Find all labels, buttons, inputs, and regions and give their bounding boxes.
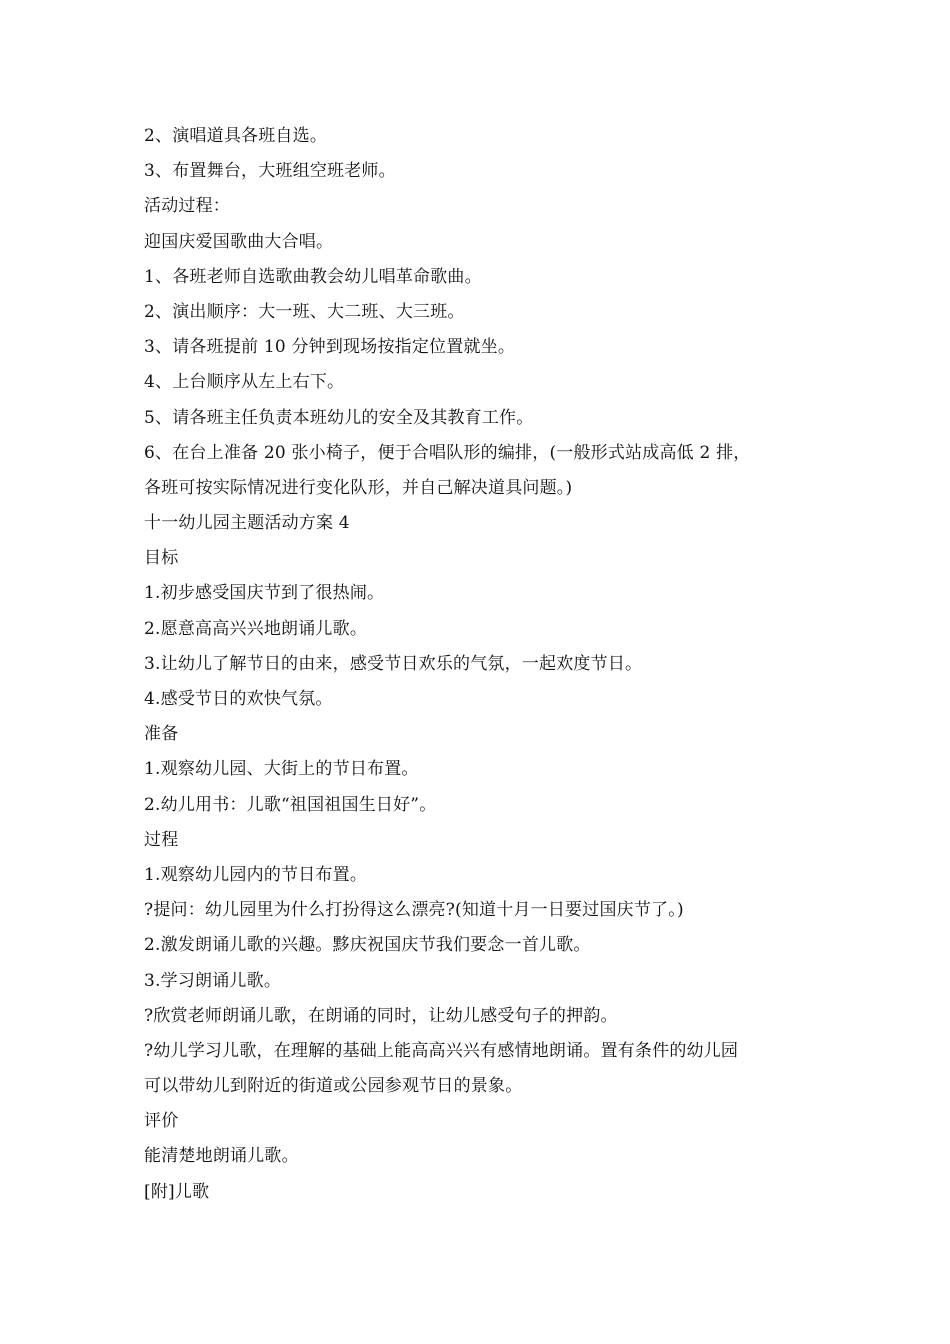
list-item: 2.愿意高高兴兴地朗诵儿歌。 bbox=[144, 618, 368, 639]
paragraph: 能清楚地朗诵儿歌。 bbox=[144, 1146, 299, 1167]
list-item: 6、在台上准备 20 张小椅子，便于合唱队形的编排，(一般形式站成高低 2 排， bbox=[144, 442, 751, 463]
list-item: 2、演唱道具各班自选。 bbox=[144, 126, 328, 146]
section-heading: 活动过程： bbox=[144, 196, 230, 217]
section-title: 十一幼儿园主题活动方案 4 bbox=[144, 513, 350, 534]
list-item: ?幼儿学习儿歌，在理解的基础上能高高兴兴有感情地朗诵。置有条件的幼儿园 bbox=[144, 1040, 739, 1061]
list-item: 5、请各班主任负责本班幼儿的安全及其教育工作。 bbox=[144, 407, 534, 428]
list-item: 1、各班老师自选歌曲教会幼儿唱革命歌曲。 bbox=[144, 266, 482, 287]
paragraph: [附]儿歌 bbox=[144, 1181, 210, 1202]
section-heading: 评价 bbox=[144, 1111, 179, 1132]
document-body bbox=[144, 119, 814, 1210]
list-item: 2.幼儿用书：儿歌“祖国祖国生日好”。 bbox=[144, 794, 437, 815]
list-item: 3、布置舞台，大班组空班老师。 bbox=[144, 161, 396, 182]
list-item: 2.激发朗诵儿歌的兴趣。黟庆祝国庆节我们要念一首儿歌。 bbox=[144, 935, 591, 956]
section-heading: 准备 bbox=[144, 724, 179, 745]
list-item: 4、上台顺序从左上右下。 bbox=[144, 372, 345, 393]
list-item: 2、演出顺序：大一班、大二班、大三班。 bbox=[144, 301, 465, 322]
list-item: 1.观察幼儿园、大街上的节日布置。 bbox=[144, 759, 419, 780]
section-heading: 目标 bbox=[144, 548, 179, 569]
list-item: 3.学习朗诵儿歌。 bbox=[144, 970, 282, 991]
list-item: 1.观察幼儿园内的节日布置。 bbox=[144, 864, 368, 885]
paragraph: 迎国庆爱国歌曲大合唱。 bbox=[144, 231, 334, 252]
section-heading: 过程 bbox=[144, 829, 179, 850]
list-item-continuation: 可以带幼儿到附近的街道或公园参观节日的景象。 bbox=[144, 1076, 523, 1097]
list-item: ?欣赏老师朗诵儿歌，在朗诵的同时，让幼儿感受句子的押韵。 bbox=[144, 1005, 618, 1026]
list-item: 3.让幼儿了解节日的由来，感受节日欢乐的气氛，一起欢度节日。 bbox=[144, 653, 643, 674]
list-item-continuation: 各班可按实际情况进行变化队形，并自己解决道具问题。) bbox=[144, 477, 573, 498]
list-item: 4.感受节日的欢快气氛。 bbox=[144, 689, 333, 709]
list-item: 1.初步感受国庆节到了很热闹。 bbox=[144, 583, 385, 604]
list-item: 3、请各班提前 10 分钟到现场按指定位置就坐。 bbox=[144, 337, 516, 358]
list-item: ?提问：幼儿园里为什么打扮得这么漂亮?(知道十月一日要过国庆节了。) bbox=[144, 900, 684, 921]
